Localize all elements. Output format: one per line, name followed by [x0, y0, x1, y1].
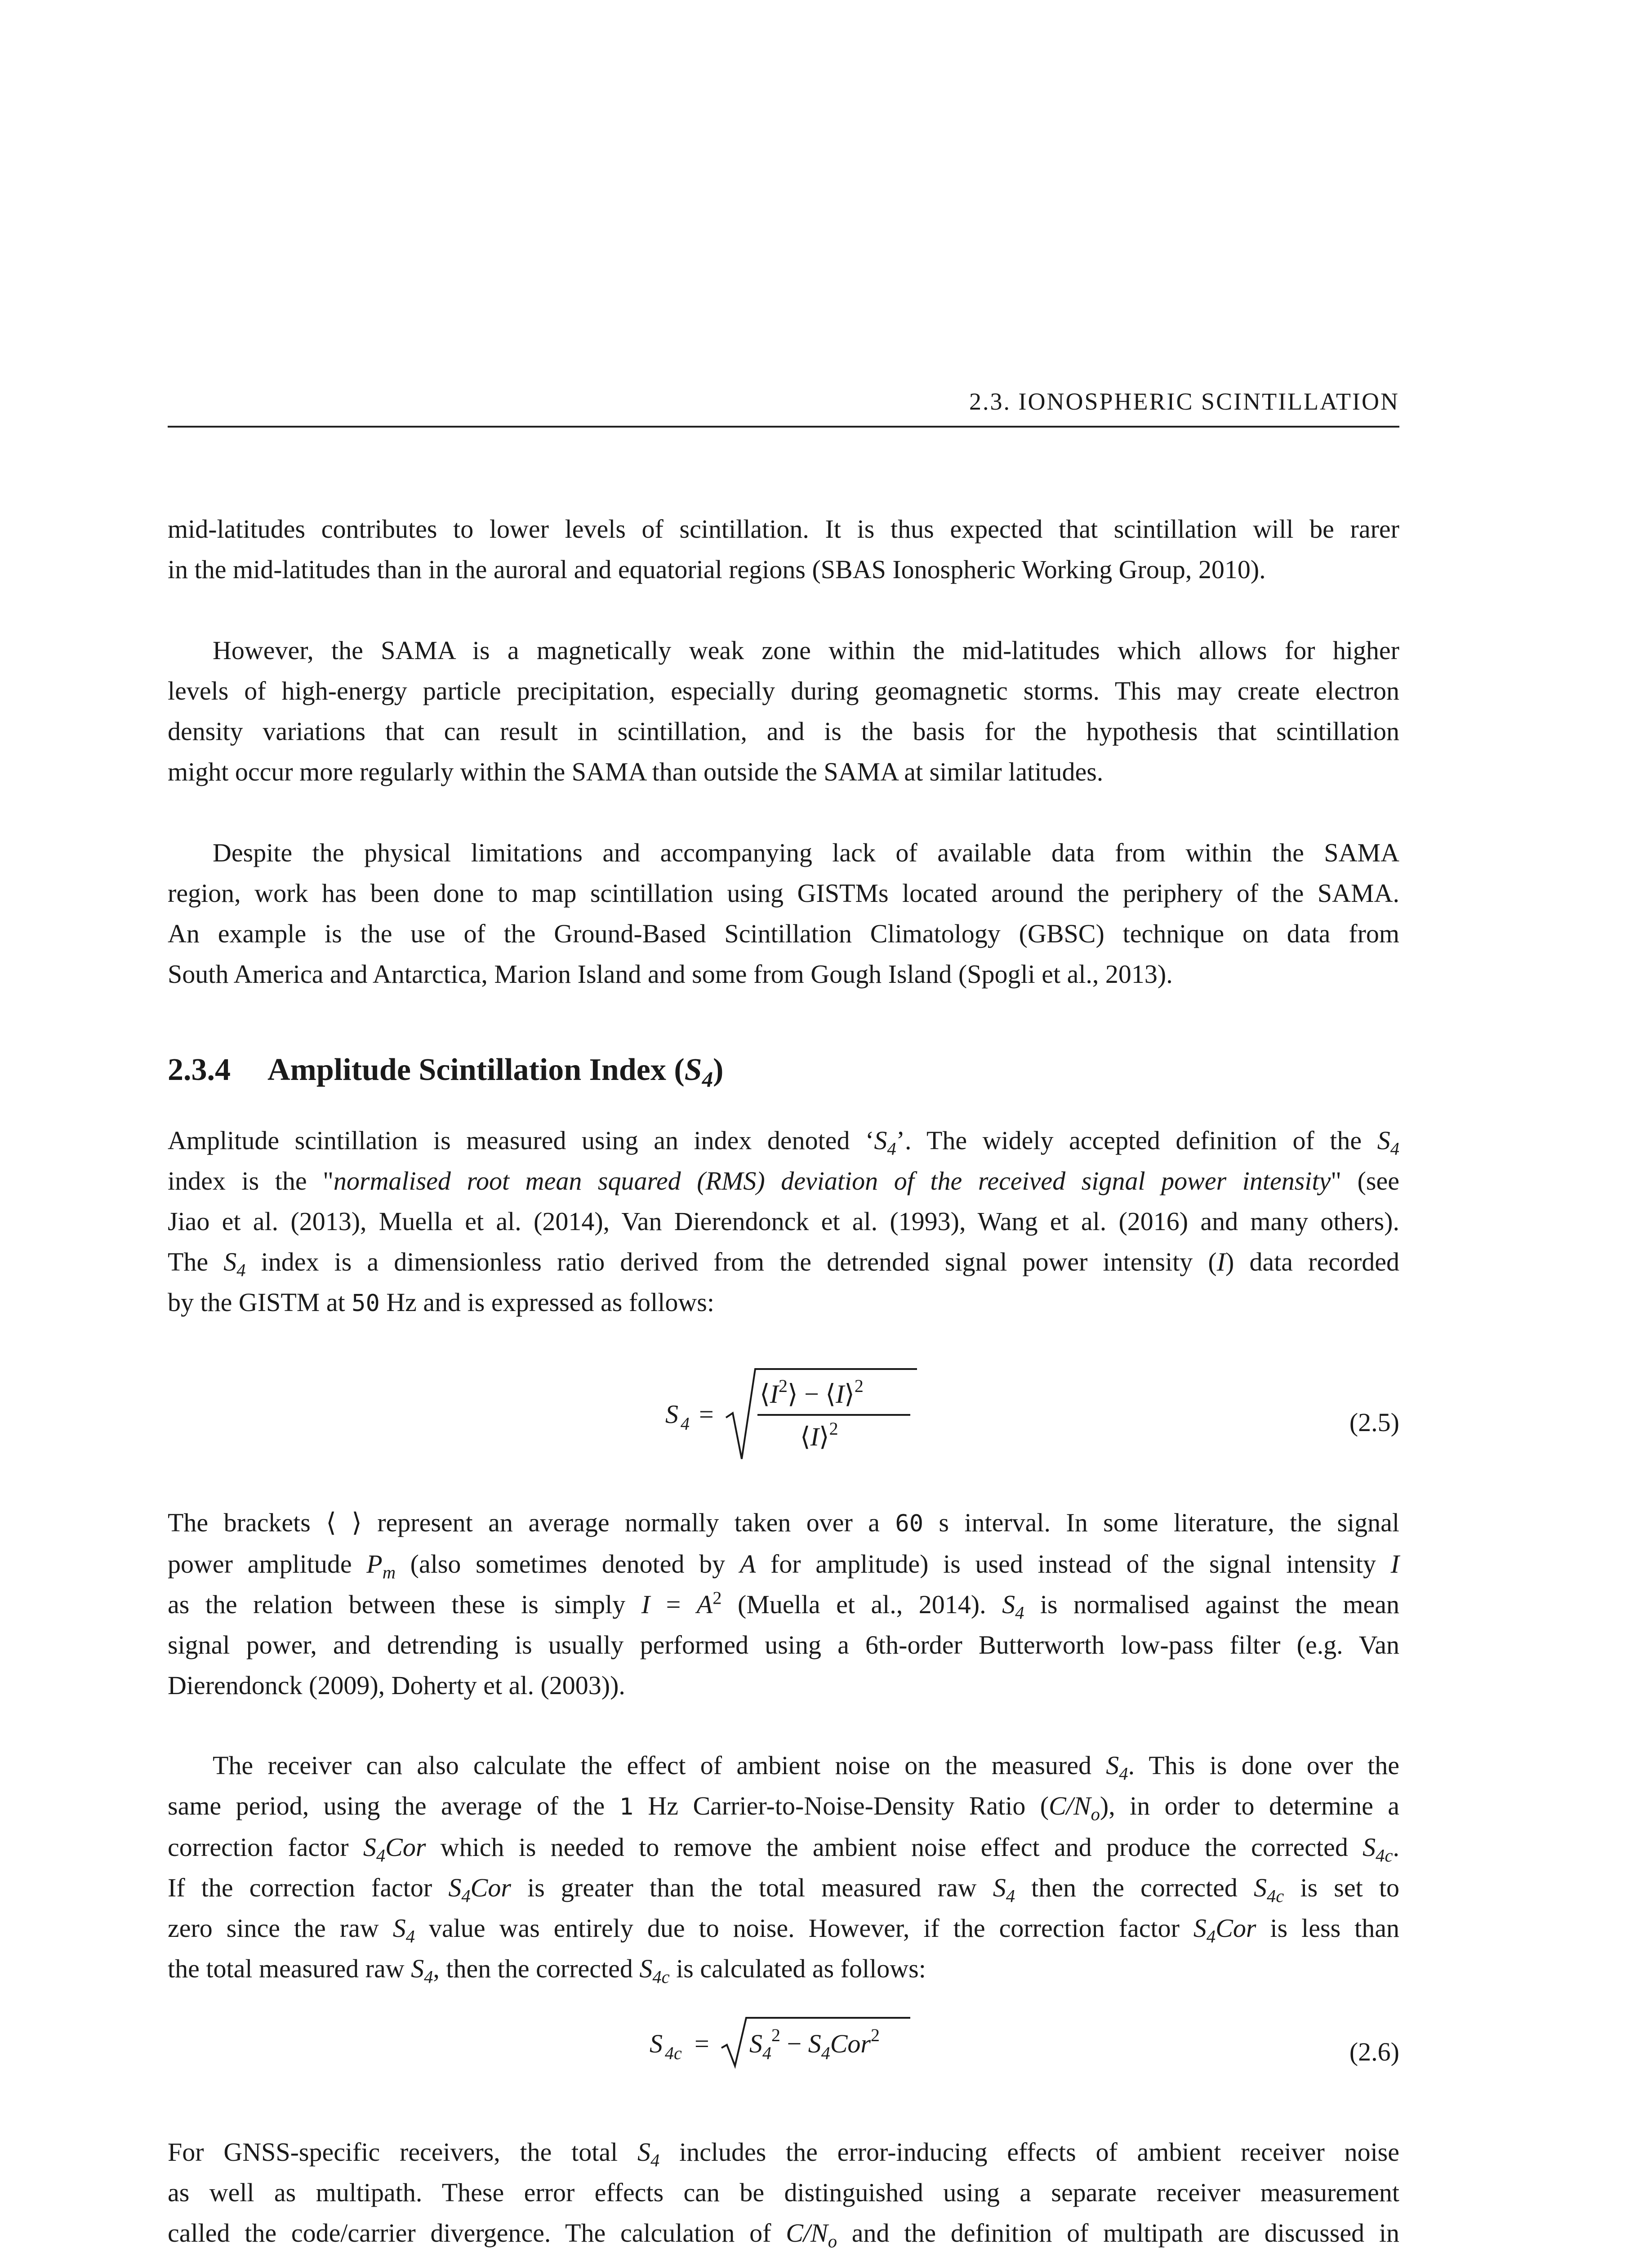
paragraph-7: [168, 2132, 1399, 2248]
text-line: power amplitude $P_m$ (also sometimes denoted by A for amplitude) is used instead of the signal intensity I: [168, 1549, 1399, 1583]
header-rule: [168, 426, 1399, 428]
text-line: For GNSS-specific receivers, the total $S_4$ includes the error-inducing effects of ambient receiver noise: [168, 2137, 1399, 2171]
section-heading: 2.3.4 Amplitude Scintillation Index $(S_4)$: [168, 1053, 724, 1092]
svg-text:=: =: [695, 2029, 709, 2058]
text-line: levels of high-energy particle precipitation, especially during geomagnetic storms. This may create electron: [168, 676, 1399, 705]
paragraph-5: [168, 1503, 1399, 1706]
equation-number: (2.5): [1349, 1408, 1399, 1437]
text-line: index is the "normalised root mean squared (RMS) deviation of the received signal power intensity" (see: [168, 1166, 1399, 1195]
paragraph-6: [168, 1745, 1399, 1989]
section-number: 2.3.4: [168, 1053, 231, 1087]
text-line: However, the SAMA is a magnetically weak zone within the mid-latitudes which allows for higher: [213, 636, 1399, 665]
svg-text:S42 − S4Cor2: $S_4^2 - S_4Cor^2$: [749, 2025, 880, 2063]
svg-text:⟨I2⟩ − ⟨I⟩2: $⟨I^2⟩$ − ⟨I⟩$^2$: [760, 1376, 864, 1409]
text-line: as the relation between these is simply $I = A^2$ (Muella et al., 2014). $S_4$ is normalised against the mean: [168, 1588, 1399, 1623]
section-symbol: $S_4$: [684, 1053, 713, 1092]
text-line: Jiao et al. (2013), Muella et al. (2014), Van Dierendonck et al. (1993), Wang et al. (2016) and many others).: [168, 1207, 1399, 1236]
text-line: by the GISTM at 50 Hz and is expressed as follows:: [168, 1288, 714, 1317]
text-line: correction factor $S_4Cor$ which is needed to remove the ambient noise effect and produce the corrected $S_{4c}$.: [168, 1833, 1399, 1866]
text-line: signal power, and detrending is usually performed using a 6th-order Butterworth low-pass filter (e.g. Van: [168, 1630, 1399, 1659]
text-line: An example is the use of the Ground-Based Scintillation Climatology (GBSC) technique on data from: [168, 919, 1399, 948]
text-line: Amplitude scintillation is measured using an index denoted ‘$S_4$’. The widely accepted definition of the $S_4$: [168, 1126, 1399, 1159]
svg-text:S: S: [650, 2029, 663, 2058]
text-line: The receiver can also calculate the effect of ambient noise on the measured $S_4$. This is done over the: [213, 1751, 1399, 1784]
text-line: zero since the raw $S_4$ value was entirely due to noise. However, if the correction factor $S_4Cor$ is less than: [168, 1913, 1399, 1947]
paragraph-1: [168, 509, 1399, 590]
paragraph-3: [168, 833, 1399, 995]
equation-2-5: [665, 1365, 917, 1468]
text-line: the total measured raw $S_4$, then the corrected $S_{4c}$ is calculated as follows:: [168, 1954, 926, 1987]
text-line: The $S_4$ index is a dimensionless ratio derived from the detrended signal power intensity (I) data recorded: [168, 1247, 1399, 1280]
svg-text:=: =: [699, 1400, 714, 1429]
text-line: same period, using the average of the 1 Hz Carrier-to-Noise-Density Ratio $(C/N_o)$, in order to determine a: [168, 1791, 1399, 1824]
svg-text:4c: 4c: [665, 2043, 682, 2063]
paragraph-2: [168, 630, 1399, 792]
text-line: density variations that can result in scintillation, and is the basis for the hypothesis that scintillation: [168, 717, 1399, 746]
text-line: South America and Antarctica, Marion Island and some from Gough Island (Spogli et al., 2013).: [168, 959, 1173, 989]
text-line: region, work has been done to map scintillation using GISTMs located around the periphery of the SAMA.: [168, 879, 1399, 908]
text-line: might occur more regularly within the SAMA than outside the SAMA at similar latitudes.: [168, 757, 1104, 786]
text-line: The brackets ⟨ ⟩ represent an average normally taken over a 60 s interval. In some literature, the signal: [168, 1508, 1399, 1537]
text-line: called the code/carrier divergence. The calculation of $C/N_o$ and the definition of multipath are discussed in: [168, 2218, 1399, 2248]
text-line: as well as multipath. These error effects can be distinguished using a separate receiver measurement: [168, 2178, 1399, 2207]
svg-text:⟨I⟩2: ⟨I⟩$^2$: [800, 1418, 838, 1451]
svg-text:S: S: [665, 1400, 678, 1429]
svg-text:4: 4: [681, 1414, 690, 1434]
paragraph-4: [168, 1120, 1399, 1324]
running-header: 2.3. IONOSPHERIC SCINTILLATION: [969, 388, 1399, 415]
equation-number: (2.6): [1349, 2037, 1399, 2066]
equation-2-6: [650, 2010, 919, 2073]
text-line: in the mid-latitudes than in the auroral and equatorial regions (SBAS Ionospheric Working Group, 2010).: [168, 555, 1266, 584]
text-line: Dierendonck (2009), Doherty et al. (2003)).: [168, 1671, 625, 1700]
section-title: Amplitude Scintillation Index (: [267, 1053, 685, 1087]
text-line: Despite the physical limitations and accompanying lack of available data from within the SAMA: [213, 838, 1399, 867]
text-line: mid-latitudes contributes to lower levels of scintillation. It is thus expected that scintillation will be rarer: [168, 514, 1399, 544]
text-line: If the correction factor $S_4Cor$ is greater than the total measured raw $S_4$ then the corrected $S_{4c}$ is set to: [168, 1873, 1399, 1906]
